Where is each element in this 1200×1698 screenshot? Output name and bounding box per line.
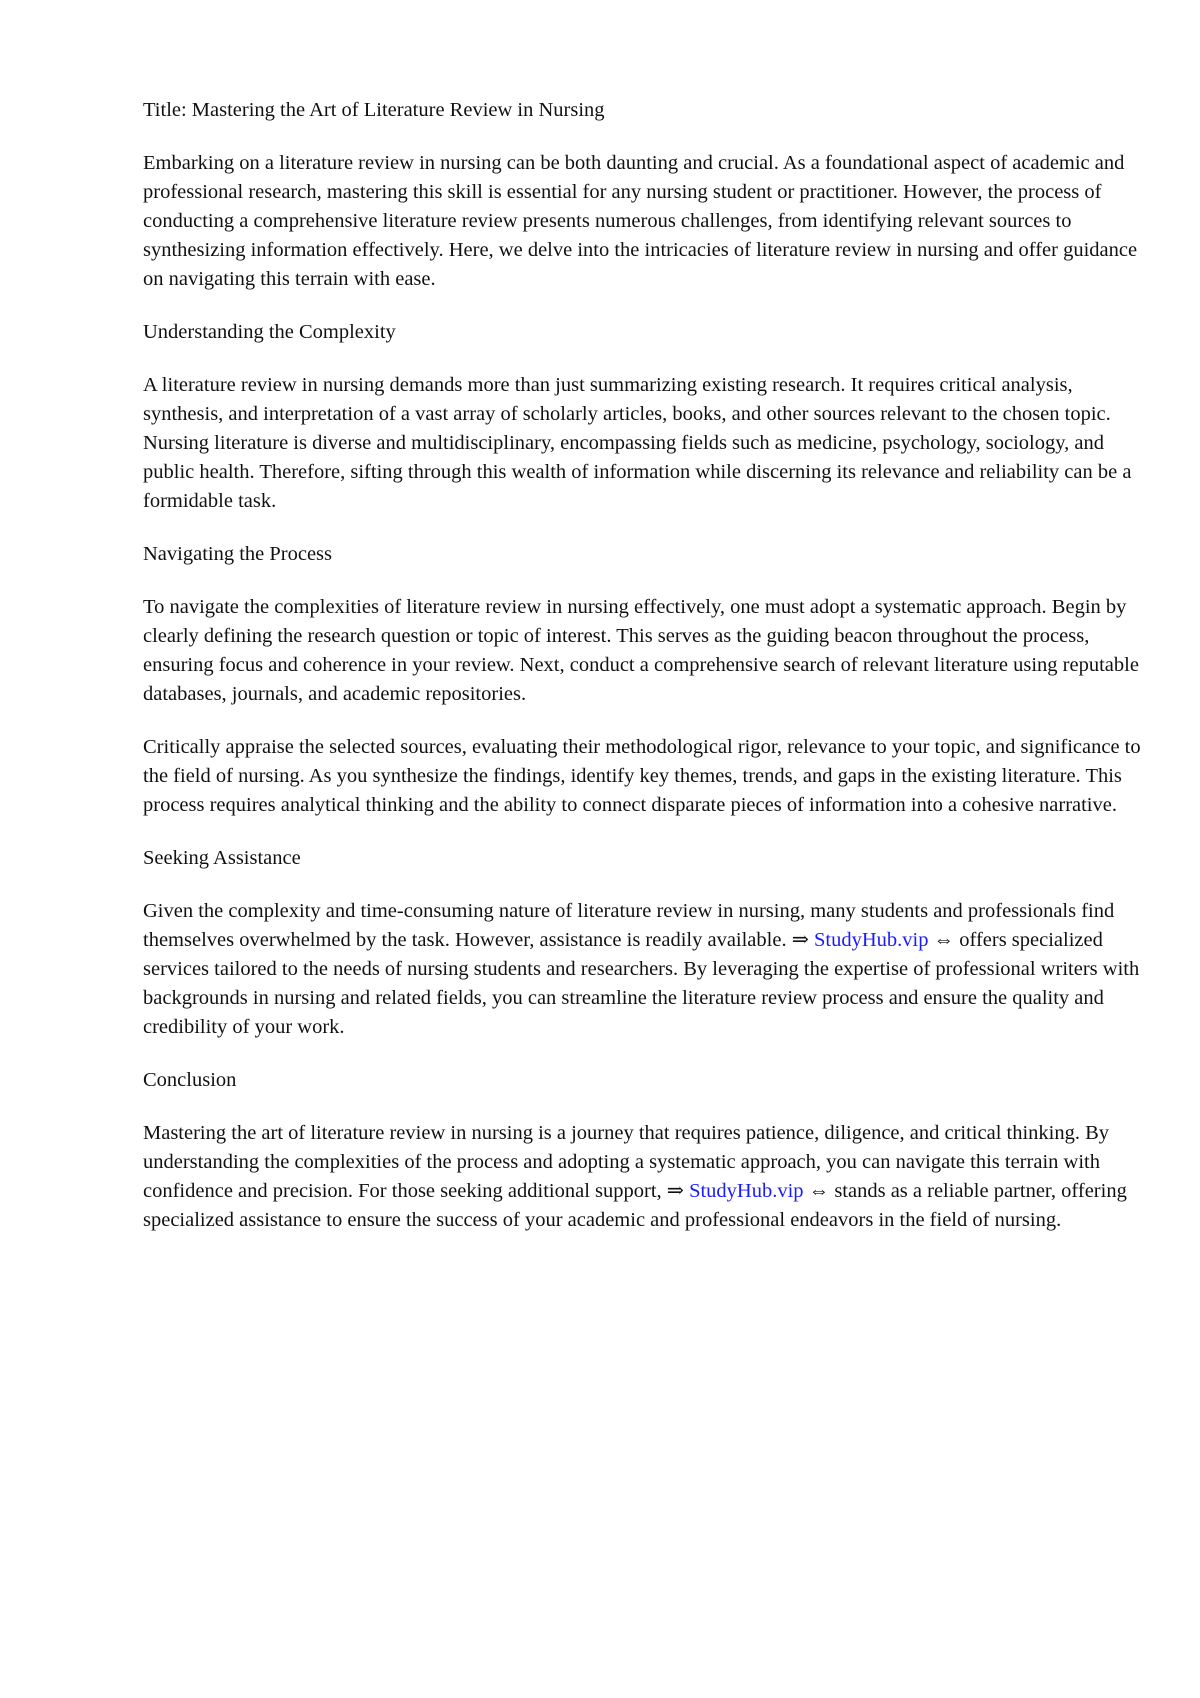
intro-paragraph: Embarking on a literature review in nursing can be both daunting and crucial. As a foundational aspect of academic and professional research, mastering this skill is essential for any nursing student or practitioner. However, the process of conducting a comprehensive literature review presents numerous challenges, from identifying relevant sources to synthesizing information effectively. Here, we delve into the intricacies of literature review in nursing and offer guidance on navigating this terrain with ease. — [143, 152, 1138, 290]
document-title: Title: Mastering the Art of Literature Review in Nursing — [143, 99, 605, 121]
section-heading-understanding: Understanding the Complexity — [143, 321, 396, 343]
assistance-text-after: ⇔ offers specialized services tailored to the needs of nursing students and researchers. By leveraging the expertise of professional writers with backgrounds in nursing and related fields, you can streamline the literature review process and ensure the quality and credibility of your work. — [143, 929, 1140, 1038]
navigating-paragraph-2: Critically appraise the selected sources, evaluating their methodological rigor, relevance to your topic, and significance to the field of nursing. As you synthesize the findings, identify key themes, trends, and gaps in the existing literature. This process requires analytical thinking and the ability to connect disparate pieces of information into a cohesive narrative. — [143, 736, 1141, 816]
conclusion-text-before: Mastering the art of literature review in nursing is a journey that requires patience, diligence, and critical thinking. By understanding the complexities of the process and adopting a systematic approach, you can navigate this terrain with confidence and precision. For those seeking additional support, ⇒ — [143, 1122, 1110, 1202]
section-heading-conclusion: Conclusion — [143, 1069, 237, 1091]
navigating-paragraph-1: To navigate the complexities of literature review in nursing effectively, one must adopt a systematic approach. Begin by clearly defining the research question or topic of interest. This serves as the guiding beacon throughout the process, ensuring focus and coherence in your review. Next, conduct a comprehensive search of relevant literature using reputable databases, journals, and academic repositories. — [143, 596, 1139, 705]
studyhub-link-conclusion[interactable]: StudyHub.vip — [689, 1180, 804, 1202]
assistance-text-before: Given the complexity and time-consuming nature of literature review in nursing, many students and professionals find themselves overwhelmed by the task. However, assistance is readily available. ⇒ — [143, 900, 1115, 951]
assistance-paragraph — [143, 897, 1143, 1042]
document-page — [143, 96, 1143, 1259]
studyhub-link[interactable]: StudyHub.vip — [814, 929, 929, 951]
conclusion-paragraph — [143, 1119, 1143, 1235]
conclusion-text-after: ⇔ stands as a reliable partner, offering specialized assistance to ensure the success of your academic and professional endeavors in the field of nursing. — [143, 1180, 1127, 1231]
section-heading-navigating: Navigating the Process — [143, 543, 333, 565]
understanding-paragraph: A literature review in nursing demands more than just summarizing existing research. It requires critical analysis, synthesis, and interpretation of a vast array of scholarly articles, books, and other sources relevant to the chosen topic. Nursing literature is diverse and multidisciplinary, encompassing fields such as medicine, psychology, sociology, and public health. Therefore, sifting through this wealth of information while discerning its relevance and reliability can be a formidable task. — [143, 374, 1132, 512]
section-heading-assistance: Seeking Assistance — [143, 847, 301, 869]
